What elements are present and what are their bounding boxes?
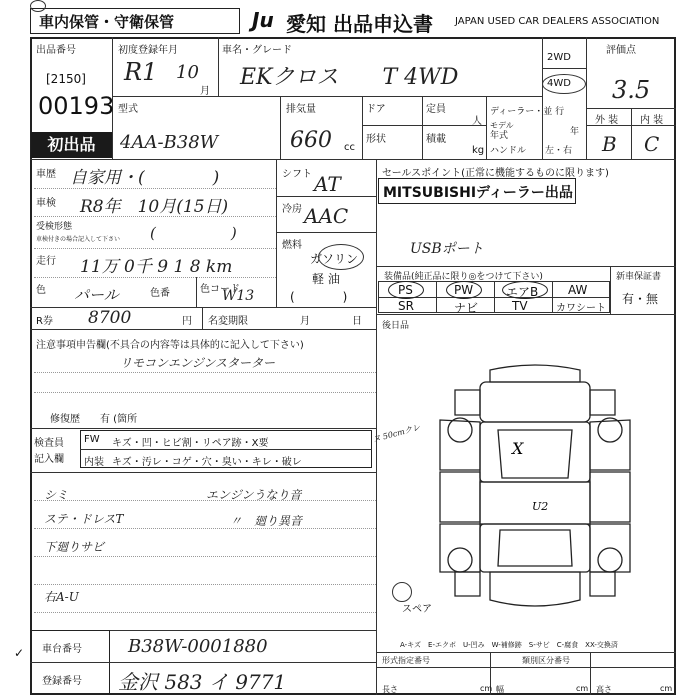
first-listing-badge: 初出品 [31, 132, 112, 158]
score-value: 3.5 [612, 76, 651, 104]
storage-label-box [30, 8, 240, 34]
after-seat-label: 後日品 [382, 321, 410, 331]
disp-unit: cc [344, 142, 355, 153]
fuel-paren: ( ) [290, 290, 348, 304]
equip-aw: AW [568, 283, 588, 297]
aircon-label: 冷房 [282, 204, 302, 215]
ju-logo: Ju [252, 8, 274, 32]
handle-label: ハンドル [490, 146, 527, 156]
spare-label: スペア [402, 604, 432, 615]
remark-3: 下廻りサビ [44, 540, 105, 554]
shift-label: シフト [282, 169, 312, 180]
load-unit: kg [472, 145, 485, 156]
warranty-label: 新車保証書 [616, 272, 662, 282]
drive-2wd: 2WD [547, 52, 571, 63]
recycle-unit: 円 [182, 316, 192, 327]
lot-label: 出品番号 [36, 45, 76, 56]
aircon-value: AAC [304, 204, 349, 228]
ext-grade: B [602, 132, 617, 156]
car-name-value: EKクロス T 4WD [240, 65, 459, 90]
selling-note: USBポート [410, 241, 484, 257]
form-title: 愛知 出品申込書 [286, 12, 433, 36]
capacity-label: 定員 [426, 104, 446, 115]
warranty-value: 有・無 [622, 292, 659, 306]
dealer-year-label: 年式 [490, 131, 509, 141]
color-code-label: 色コード [200, 284, 240, 295]
damage-legend: A-キズ E-エクボ U-凹み W-補修跡 S-サビ C-腐食 XX-交換済 [400, 641, 618, 649]
door-label: ドア [366, 104, 386, 115]
dealer-model: モデル [490, 121, 514, 130]
receive-value: ( ) [150, 224, 237, 242]
dims-len-label: 長さ [382, 685, 398, 694]
name-change-label: 名変期限 [208, 316, 248, 327]
equip-ps-circle [388, 281, 424, 299]
dealer-label: ディーラー・並 行 [490, 107, 565, 117]
diagram-mark-x: X [512, 439, 524, 458]
shape-label: 形状 [366, 134, 386, 145]
spare-icon [392, 582, 412, 602]
selling-label: セールスポイント(正常に機能するものに限ります) [382, 168, 609, 179]
car-damage-diagram [420, 360, 650, 620]
equipment-label: 装備品(純正品に限り◎をつけて下さい) [384, 272, 543, 282]
lot-sub: [2150] [46, 72, 86, 86]
disp-value: 660 [290, 128, 332, 153]
dims-hgt-unit: cm [660, 684, 673, 693]
form-title-en: JAPAN USED CAR DEALERS ASSOCIATION [455, 16, 660, 27]
check-mark: ✓ [14, 646, 25, 660]
plate-label: 登録番号 [42, 676, 82, 687]
fuel-label: 燃料 [282, 240, 302, 251]
reg-month: 10 [176, 62, 199, 83]
equip-ps: PS [398, 283, 413, 297]
notes-text: リモコンエンジンスターター [120, 356, 276, 370]
equip-airbag-circle [502, 281, 548, 299]
color-label: 色 [36, 285, 46, 296]
remark-4: 右A-U [44, 590, 79, 604]
int-label: 内 装 [640, 115, 664, 126]
ext-label: 外 装 [595, 115, 619, 126]
chassis-value: B38W-0001880 [128, 636, 268, 657]
name-change-month: 月 [300, 316, 310, 327]
purpose-label: 車歴 [36, 169, 56, 180]
drive-circle [542, 74, 586, 94]
equip-pw: PW [454, 283, 474, 297]
dealer-year-unit: 年 [570, 127, 580, 137]
dims-len-unit: cm [480, 684, 493, 693]
score-label: 評価点 [606, 45, 636, 56]
reg-label: 初度登録年月 [118, 45, 178, 56]
disp-label: 排気量 [286, 104, 316, 115]
drive-4wd: 4WD [547, 78, 571, 89]
mileage-value: 11万 0千 9 1 8 km [80, 257, 233, 277]
equip-sr: SR [398, 299, 414, 313]
remark-6: 〃 廻り異音 [230, 514, 303, 528]
inspector-inner: 内装 [84, 457, 104, 468]
equip-airbag: エアB [506, 285, 539, 299]
remark-2: ステ・ドレスT [44, 512, 124, 526]
purpose-value: 自家用・( ) [70, 168, 220, 188]
storage-label: 車内保管・守衛保管 [39, 13, 175, 31]
dims-class-label: 類別区分番号 [522, 656, 570, 665]
equip-tv: TV [512, 299, 528, 313]
remark-5: エンジンうなり音 [206, 488, 302, 502]
fuel-gas: ガソリン [310, 252, 359, 266]
remark-1: シミ [44, 488, 69, 502]
reg-month-unit: 月 [200, 86, 210, 97]
inspection-value: R8年 10月(15日) [80, 197, 229, 217]
inspector-row1: キズ・凹・ヒビ割・リペア跡・X要 [112, 438, 269, 449]
inspector-label2: 記入欄 [34, 454, 64, 465]
notes-label: 注意事項申告欄(不具合の内容等は具体的に記入して下さい) [36, 340, 304, 351]
car-name-label: 車名・グレード [222, 45, 292, 56]
dims-hgt-label: 高さ [596, 685, 612, 694]
diagram-mark-u2: U2 [532, 500, 549, 513]
dims-wid-unit: cm [576, 684, 589, 693]
receive-label: 受検形態 [36, 222, 73, 232]
mileage-label: 走行 [36, 256, 56, 267]
inspector-label1: 検査員 [34, 438, 64, 449]
equip-navi: ナビ [454, 301, 479, 315]
color-num-label: 色番 [150, 288, 170, 299]
receive-note: 車検付きの場合記入して下さい [36, 236, 121, 243]
model-label: 型式 [118, 104, 138, 115]
dealer-badge: MITSUBISHIディーラー出品 [383, 185, 573, 201]
load-label: 積載 [426, 134, 446, 145]
dims-shape-label: 形式指定番号 [382, 656, 430, 665]
dims-wid-label: 幅 [496, 685, 504, 694]
circle-mark [30, 0, 46, 12]
equip-seat: カワシート [556, 303, 606, 314]
chassis-label: 車台番号 [42, 644, 82, 655]
name-change-day: 日 [352, 316, 362, 327]
inspector-row2: キズ・汚レ・コゲ・穴・臭い・キレ・破レ [112, 457, 302, 468]
model-value: 4AA-B38W [120, 132, 219, 153]
color-code: W13 [222, 288, 255, 304]
shift-value: AT [314, 172, 341, 196]
int-grade: C [644, 132, 660, 156]
fuel-diesel: 軽 油 [312, 272, 340, 286]
inspector-fw: FW [84, 434, 100, 445]
color-value: パール [74, 286, 119, 304]
equip-pw-circle [446, 281, 482, 299]
inspection-label: 車検 [36, 198, 56, 209]
handle-opts: 左・右 [545, 146, 573, 156]
recycle-value: 8700 [88, 308, 132, 328]
recycle-label: R券 [36, 316, 53, 327]
reg-era: R1 [124, 58, 158, 86]
capacity-unit: 人 [472, 116, 482, 127]
plate-value: 金沢 583 イ 9771 [118, 670, 287, 694]
fuel-circle [318, 244, 364, 270]
inspector-side-note: ヌ 50cmクレ [371, 422, 422, 445]
repair-label: 修復歴 有 (箇所 [50, 414, 138, 425]
lot-number: 00193 [38, 92, 115, 120]
dealer-badge-box [378, 178, 576, 204]
